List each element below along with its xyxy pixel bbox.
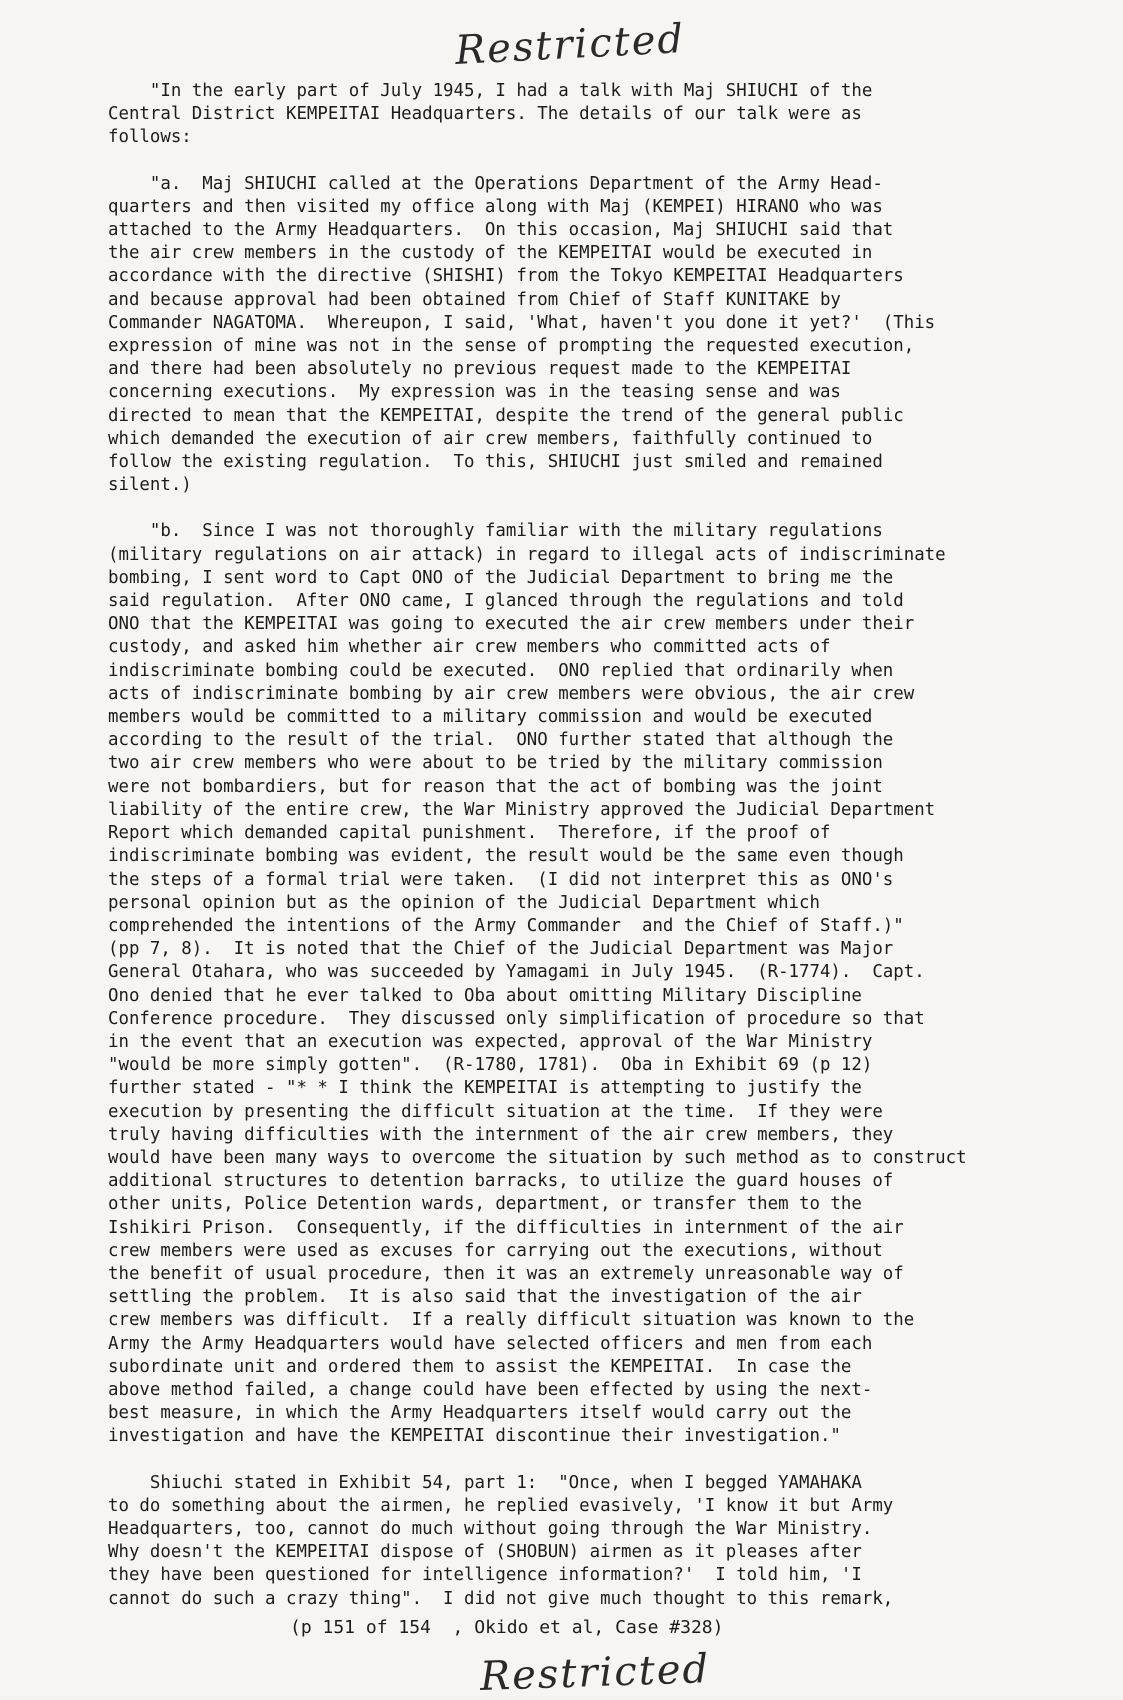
text-line: settling the problem. It is also said that the investigation of the air bbox=[108, 1287, 862, 1308]
text-line: would have been many ways to overcome the situation by such method as to construct bbox=[108, 1147, 967, 1168]
text-line: best measure, in which the Army Headquarters itself would carry out the bbox=[108, 1403, 852, 1424]
paragraph-shiuchi-statement bbox=[108, 1472, 1068, 1611]
footer-restricted-stamp: Restricted bbox=[479, 1645, 711, 1700]
text-line: indiscriminate bombing could be executed. ONO replied that ordinarily when bbox=[108, 660, 894, 681]
text-line: to do something about the airmen, he replied evasively, 'I know it but Army bbox=[108, 1495, 894, 1516]
text-line: investigation and have the KEMPEITAI discontinue their investigation." bbox=[108, 1426, 841, 1447]
text-line: indiscriminate bombing was evident, the result would be the same even though bbox=[108, 846, 904, 867]
text-line: attached to the Army Headquarters. On this occasion, Maj SHIUCHI said that bbox=[108, 220, 894, 241]
header-restricted-stamp: Restricted bbox=[453, 16, 687, 74]
text-line: bombing, I sent word to Capt ONO of the Judicial Department to bring me the bbox=[108, 567, 894, 588]
text-line: General Otahara, who was succeeded by Yamagami in July 1945. (R-1774). Capt. bbox=[108, 962, 925, 983]
text-line: cannot do such a crazy thing". I did not give much thought to this remark, bbox=[108, 1588, 894, 1609]
text-line: ONO that the KEMPEITAI was going to executed the air crew members under their bbox=[108, 614, 915, 635]
text-line: quarters and then visited my office along with Maj (KEMPEI) HIRANO who was bbox=[108, 196, 883, 217]
text-line: and there had been absolutely no previous request made to the KEMPEITAI bbox=[108, 359, 852, 380]
text-line: Headquarters, too, cannot do much without going through the War Ministry. bbox=[108, 1518, 873, 1539]
text-line: the air crew members in the custody of the KEMPEITAI would be executed in bbox=[108, 243, 873, 264]
text-line: and because approval had been obtained from Chief of Staff KUNITAKE by bbox=[108, 289, 841, 310]
text-line: were not bombardiers, but for reason that the act of bombing was the joint bbox=[108, 776, 883, 797]
text-line: silent.) bbox=[108, 475, 192, 496]
text-line: concerning executions. My expression was in the teasing sense and was bbox=[108, 382, 841, 403]
text-line: which demanded the execution of air crew members, faithfully continued to bbox=[108, 428, 873, 449]
text-line: Army the Army Headquarters would have selected officers and men from each bbox=[108, 1333, 873, 1354]
text-line: follows: bbox=[108, 127, 192, 148]
text-line: "a. Maj SHIUCHI called at the Operations Department of the Army Head- bbox=[108, 173, 883, 194]
text-line: crew members were used as excuses for carrying out the executions, without bbox=[108, 1240, 883, 1261]
text-line: subordinate unit and ordered them to assist the KEMPEITAI. In case the bbox=[108, 1356, 852, 1377]
text-line: follow the existing regulation. To this, SHIUCHI just smiled and remained bbox=[108, 452, 883, 473]
text-line: according to the result of the trial. ONO further stated that although the bbox=[108, 730, 894, 751]
text-line: the steps of a formal trial were taken. (I did not interpret this as ONO's bbox=[108, 869, 894, 890]
text-line: liability of the entire crew, the War Ministry approved the Judicial Department bbox=[108, 799, 936, 820]
paragraph-a bbox=[108, 173, 1068, 498]
text-line: "would be more simply gotten". (R-1780, 1781). Oba in Exhibit 69 (p 12) bbox=[108, 1055, 873, 1076]
text-line: above method failed, a change could have been effected by using the next- bbox=[108, 1379, 873, 1400]
text-line: Why doesn't the KEMPEITAI dispose of (SHOBUN) airmen as it pleases after bbox=[108, 1542, 862, 1563]
text-line: personal opinion but as the opinion of the Judicial Department which bbox=[108, 892, 820, 913]
text-line: two air crew members who were about to be tried by the military commission bbox=[108, 753, 883, 774]
text-line: Shiuchi stated in Exhibit 54, part 1: "Once, when I begged YAMAHAKA bbox=[108, 1472, 862, 1493]
text-line: truly having difficulties with the internment of the air crew members, they bbox=[108, 1124, 894, 1145]
text-line: crew members was difficult. If a really difficult situation was known to the bbox=[108, 1310, 915, 1331]
text-line: execution by presenting the difficult situation at the time. If they were bbox=[108, 1101, 883, 1122]
text-line: Conference procedure. They discussed only simplification of procedure so that bbox=[108, 1008, 925, 1029]
text-line: directed to mean that the KEMPEITAI, despite the trend of the general public bbox=[108, 405, 904, 426]
text-line: comprehended the intentions of the Army Commander and the Chief of Staff.)" bbox=[108, 915, 904, 936]
paragraph-b bbox=[108, 520, 1068, 1448]
text-line: (pp 7, 8). It is noted that the Chief of the Judicial Department was Major bbox=[108, 939, 894, 960]
text-line: (military regulations on air attack) in regard to illegal acts of indiscriminate bbox=[108, 544, 946, 565]
text-line: the benefit of usual procedure, then it was an extremely unreasonable way of bbox=[108, 1263, 904, 1284]
text-line: custody, and asked him whether air crew members who committed acts of bbox=[108, 637, 831, 658]
text-line: other units, Police Detention wards, department, or transfer them to the bbox=[108, 1194, 862, 1215]
text-line: "b. Since I was not thoroughly familiar with the military regulations bbox=[108, 521, 883, 542]
text-line: Report which demanded capital punishment. Therefore, if the proof of bbox=[108, 823, 831, 844]
text-line: members would be committed to a military commission and would be executed bbox=[108, 707, 873, 728]
text-line: in the event that an execution was expected, approval of the War Ministry bbox=[108, 1031, 873, 1052]
page-footer-citation: (p 151 of 154 , Okido et al, Case #328) bbox=[290, 1617, 724, 1638]
text-line: Ono denied that he ever talked to Oba about omitting Military Discipline bbox=[108, 985, 862, 1006]
text-line: "In the early part of July 1945, I had a talk with Maj SHIUCHI of the bbox=[108, 81, 873, 101]
text-line: further stated - "* * I think the KEMPEITAI is attempting to justify the bbox=[108, 1078, 862, 1099]
text-line: accordance with the directive (SHISHI) from the Tokyo KEMPEITAI Headquarters bbox=[108, 266, 904, 287]
paragraph-intro bbox=[108, 80, 1068, 150]
text-line: Central District KEMPEITAI Headquarters. The details of our talk were as bbox=[108, 104, 862, 125]
text-line: acts of indiscriminate bombing by air crew members were obvious, the air crew bbox=[108, 683, 915, 704]
text-line: Ishikiri Prison. Consequently, if the difficulties in internment of the air bbox=[108, 1217, 904, 1238]
text-line: said regulation. After ONO came, I glanced through the regulations and told bbox=[108, 591, 904, 612]
text-line: additional structures to detention barracks, to utilize the guard houses of bbox=[108, 1171, 894, 1192]
text-line: they have been questioned for intelligence information?' I told him, 'I bbox=[108, 1565, 862, 1586]
text-line: Commander NAGATOMA. Whereupon, I said, 'What, haven't you done it yet?' (This bbox=[108, 312, 936, 333]
document-body bbox=[108, 80, 1068, 1611]
text-line: expression of mine was not in the sense of prompting the requested execution, bbox=[108, 336, 915, 357]
